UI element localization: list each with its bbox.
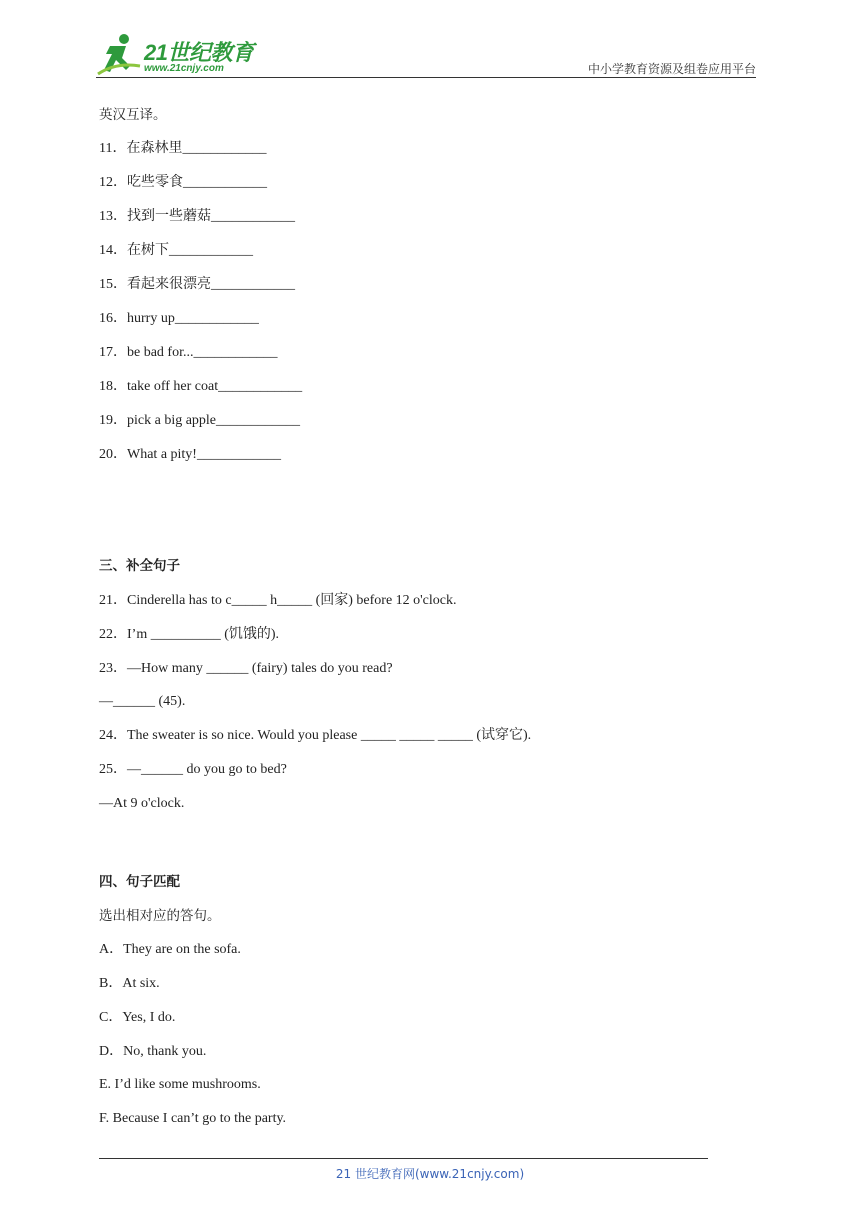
footer-divider xyxy=(99,1158,708,1159)
option-f: F. Because I can’t go to the party. xyxy=(99,1111,287,1126)
section-heading-3: 三、补全句子 xyxy=(99,558,180,574)
section-instruction: 英汉互译。 xyxy=(99,107,167,123)
option-c: C．Yes, I do. xyxy=(99,1010,176,1025)
question-25-answer: —At 9 o'clock. xyxy=(99,796,185,811)
question-11: 11．在森林里____________ xyxy=(99,141,267,156)
question-25: 25．—______ do you go to bed? xyxy=(99,762,287,777)
site-logo xyxy=(96,32,266,78)
option-e: E. I’d like some mushrooms. xyxy=(99,1077,261,1092)
question-19: 19．pick a big apple____________ xyxy=(99,413,301,428)
question-17: 17．be bad for...____________ xyxy=(99,345,278,360)
question-23: 23．—How many ______ (fairy) tales do you read? xyxy=(99,661,393,676)
question-18: 18．take off her coat____________ xyxy=(99,379,303,394)
runner-logo-icon xyxy=(96,32,142,76)
section-4-instruction: 选出相对应的答句。 xyxy=(99,908,221,924)
question-21: 21．Cinderella has to c_____ h_____ (回家) before 12 o'clock. xyxy=(99,593,457,608)
footer-text[interactable]: 21 世纪教育网(www.21cnjy.com) xyxy=(335,1167,525,1181)
header-tagline: 中小学教育资源及组卷应用平台 xyxy=(587,62,756,76)
question-15: 15．看起来很漂亮____________ xyxy=(99,277,295,292)
logo-url: www.21cnjy.com xyxy=(144,63,224,74)
question-22: 22．I’m __________ (饥饿的). xyxy=(99,627,280,642)
option-a: A．They are on the sofa. xyxy=(99,942,241,957)
option-d: D．No, thank you. xyxy=(99,1044,207,1059)
question-12: 12．吃些零食____________ xyxy=(99,175,267,190)
section-heading-4: 四、句子匹配 xyxy=(99,874,180,890)
question-13: 13．找到一些蘑菇____________ xyxy=(99,209,295,224)
logo-text: 21世纪教育 xyxy=(144,40,254,65)
question-20: 20．What a pity!____________ xyxy=(99,447,281,462)
question-14: 14．在树下____________ xyxy=(99,243,253,258)
question-23-answer: —______ (45). xyxy=(99,694,186,709)
option-b: B．At six. xyxy=(99,976,160,991)
header-divider xyxy=(96,77,756,78)
question-16: 16．hurry up____________ xyxy=(99,311,259,326)
page-header xyxy=(96,30,756,78)
question-24: 24．The sweater is so nice. Would you please _____ _____ _____ (试穿它). xyxy=(99,728,532,743)
